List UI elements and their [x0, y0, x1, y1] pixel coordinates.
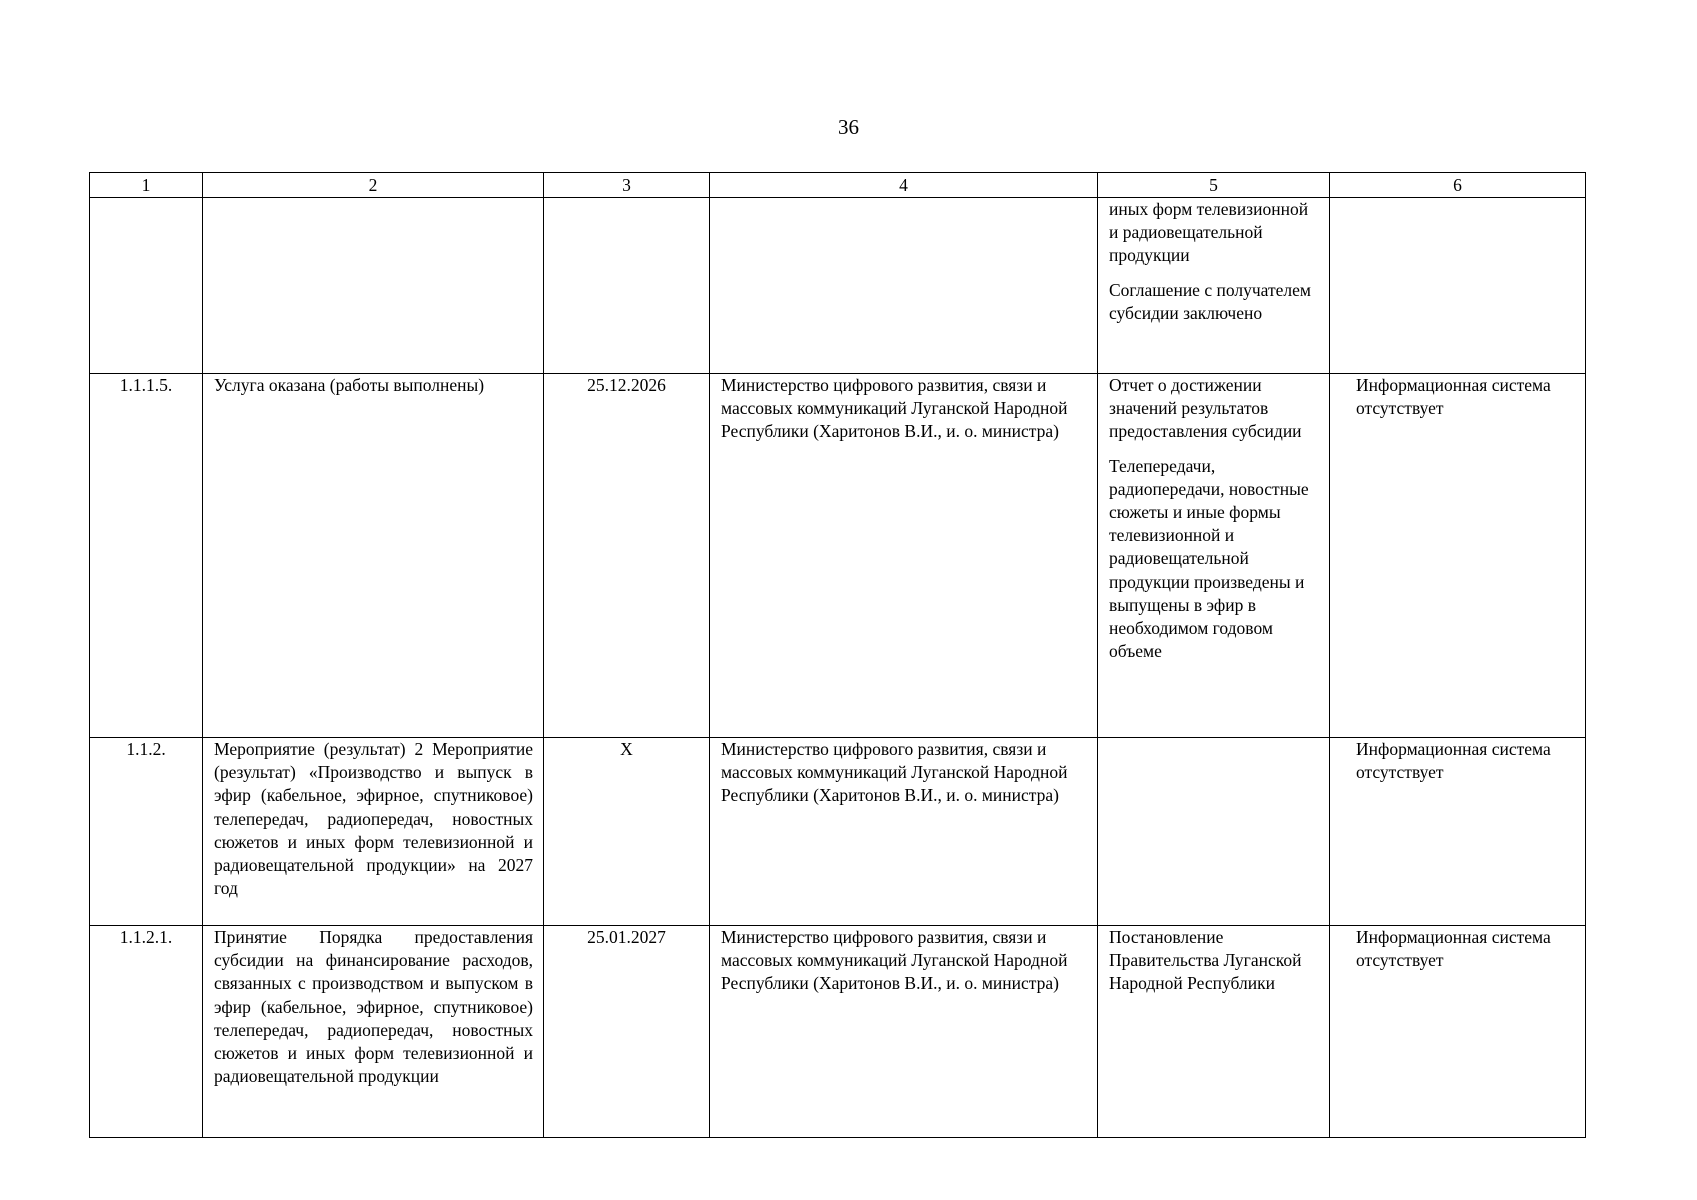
cell-result — [1098, 374, 1330, 738]
result-paragraph: Телепередачи, радиопередачи, новостные сюжеты и иные формы телевизионной и радиовещательной продукции произведены и выпущены в эфир в необходимом годовом объеме — [1109, 455, 1309, 662]
cell-responsible: Министерство цифрового развития, связи и массовых коммуникаций Луганской Народной Республики (Харитонов В.И., и. о. министра) — [710, 926, 1098, 1138]
cell-name: Мероприятие (результат) 2 Мероприятие (результат) «Производство и выпуск в эфир (кабельное, эфирное, спутниковое) телепередач, радиопередач, новостных сюжетов и иных форм телевизионной и радиовещательной продукции» на 2027 год — [203, 738, 544, 926]
cell-number: 1.1.1.5. — [90, 374, 203, 738]
cell-date: 25.12.2026 — [544, 374, 710, 738]
cell-responsible: Министерство цифрового развития, связи и массовых коммуникаций Луганской Народной Республики (Харитонов В.И., и. о. министра) — [710, 738, 1098, 926]
table-row — [90, 198, 1586, 374]
column-header: 1 — [90, 173, 203, 198]
cell-date: 25.01.2027 — [544, 926, 710, 1138]
cell-result — [1098, 198, 1330, 374]
cell-number: 1.1.2. — [90, 738, 203, 926]
result-paragraph: Отчет о достижении значений результатов предоставления субсидии — [1109, 375, 1302, 442]
column-header: 3 — [544, 173, 710, 198]
plan-table — [89, 172, 1586, 1138]
table-row — [90, 738, 1586, 926]
column-header: 4 — [710, 173, 1098, 198]
page-number: 36 — [838, 115, 859, 139]
cell-date — [544, 198, 710, 374]
cell-name — [203, 198, 544, 374]
cell-number — [90, 198, 203, 374]
cell-system: Информационная система отсутствует — [1330, 374, 1586, 738]
cell-system: Информационная система отсутствует — [1330, 738, 1586, 926]
cell-date: X — [544, 738, 710, 926]
cell-system — [1330, 198, 1586, 374]
cell-number: 1.1.2.1. — [90, 926, 203, 1138]
cell-responsible: Министерство цифрового развития, связи и массовых коммуникаций Луганской Народной Республики (Харитонов В.И., и. о. министра) — [710, 374, 1098, 738]
result-paragraph: иных форм телевизионной и радиовещательной продукции — [1109, 199, 1309, 266]
table-row — [90, 926, 1586, 1138]
cell-system: Информационная система отсутствует — [1330, 926, 1586, 1138]
cell-name: Принятие Порядка предоставления субсидии на финансирование расходов, связанных с производством и выпуском в эфир (кабельное, эфирное, спутниковое) телепередач, радиопередач, новостных сюжетов и иных форм телевизионной и радиовещательной продукции — [203, 926, 544, 1138]
table-header-row — [90, 173, 1586, 198]
cell-result — [1098, 738, 1330, 926]
column-header: 6 — [1330, 173, 1586, 198]
column-header: 5 — [1098, 173, 1330, 198]
cell-result — [1098, 926, 1330, 1138]
column-header: 2 — [203, 173, 544, 198]
result-paragraph: Постановление Правительства Луганской Народной Республики — [1109, 927, 1302, 994]
table-row — [90, 374, 1586, 738]
result-paragraph: Соглашение с получателем субсидии заключено — [1109, 279, 1311, 323]
cell-name: Услуга оказана (работы выполнены) — [203, 374, 544, 738]
cell-responsible — [710, 198, 1098, 374]
